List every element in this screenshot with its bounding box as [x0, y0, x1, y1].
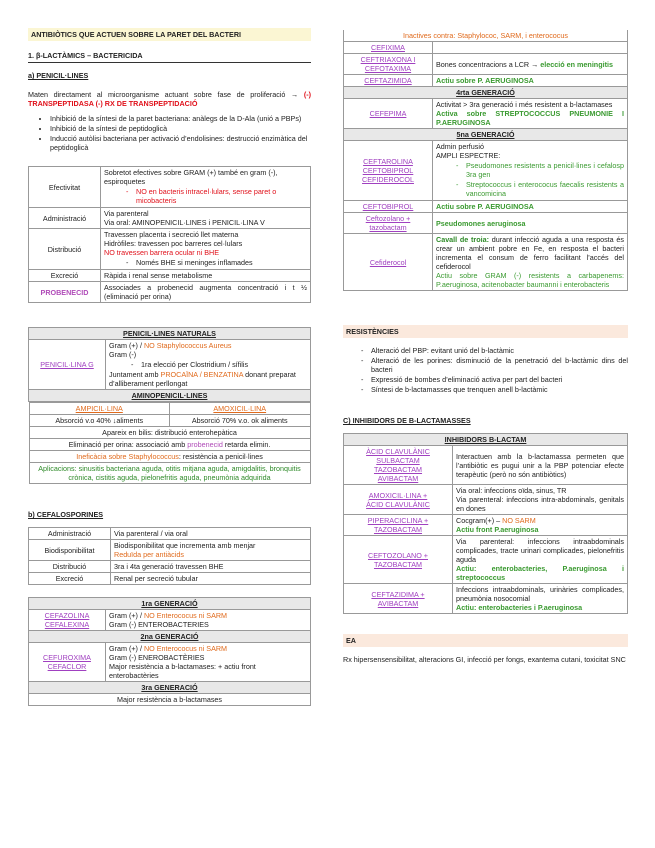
gen1-text: NO Enterococus ni SARM [143, 611, 228, 620]
table-row [29, 463, 310, 484]
pip-text: NO SARM [502, 516, 536, 525]
ceftozolano-desc: Pseudomones aeruginosa [433, 213, 628, 234]
amoxicillina-name: AMOXICIL·LINA [170, 403, 311, 415]
table-row [344, 129, 628, 141]
gen3-text: Major resistència a b-lactamases [29, 694, 311, 706]
cef-dist-label: Distribució [29, 561, 111, 573]
gen2-header: 2na GENERACIÓ [29, 631, 311, 643]
gen1-names [29, 610, 106, 631]
pip-text: Cocgram(+) – [456, 516, 501, 525]
amino-body [29, 402, 311, 485]
pen-g-note: - 1ra elecció per Clostridium / sífilis [141, 360, 307, 369]
list-item: - Streptococcus i enterococus faecalis resistents a vancomicina [466, 180, 624, 198]
table-row [344, 87, 628, 99]
ceftazavi-text: Infeccions intraabdominals, urinàries complicades, pneumònia nosocomial [456, 585, 624, 603]
table-row [344, 201, 628, 213]
table-row [344, 234, 628, 291]
pen-g-text: donant preparat d’alliberament perllongat [109, 370, 296, 388]
table-row [344, 54, 628, 75]
right-column [343, 30, 628, 664]
gen1-text: Gram (+) / [109, 611, 142, 620]
probenecid-label: PROBENECID [29, 282, 101, 303]
elim-part: Eliminació per orina: associació amb [68, 440, 186, 449]
drug-name: CEFAZOLINA [44, 611, 90, 620]
table-row [29, 208, 311, 229]
drug-name: CEFIDEROCOL [362, 175, 414, 184]
gen2-text: NO Enterococus ni SARM [143, 644, 228, 653]
amoxi-text: Via oral: infeccions oïda, sinus, TR [456, 486, 567, 495]
list-item: • Inhibició de la síntesi de peptidoglicà [50, 124, 311, 133]
gen5-desc [433, 141, 628, 201]
ceftriaxona-text: elecció en meningitis [540, 59, 613, 69]
table-row [29, 402, 311, 485]
table-row [344, 446, 628, 485]
probenecid-value: Associades a probenecid augmenta concentració i t ½ (eliminació per orina) [101, 282, 311, 303]
dist-label: Distribució [29, 229, 101, 270]
efectivitat-note: - NO en bacteris intracel·lulars, sense paret o micobacteris [136, 187, 307, 205]
drug-name: ÀCID CLAVULÀNIC [366, 447, 430, 456]
amino-header: AMINOPENICIL·LINES [29, 390, 311, 402]
cefalosporines-heading: b) CEFALOSPORINES [28, 510, 104, 519]
ceftolo-text: Actiu: enterobacteries, P.aeruginosa i streptococcus [456, 564, 624, 582]
ceftazimida-name: CEFTAZIMIDA [344, 75, 433, 87]
cef-dist-value: 3ra i 4ta generació travessen BHE [111, 561, 311, 573]
table-row [29, 415, 310, 427]
table-row [29, 270, 311, 282]
ea-text: Rx hipersensensibilitat, alteracions GI, infecció per fongs, exantema cutani, toxicitat SNC [343, 655, 626, 664]
mechanism-list [34, 114, 311, 152]
section-betalactamics: 1. β-LACTÀMICS – BACTERICIDA [28, 51, 311, 63]
table-row [29, 540, 311, 561]
efectivitat-value [101, 167, 311, 208]
drug-name: AVIBACTAM [377, 598, 419, 608]
excr-value: Ràpida i renal sense metabolisme [101, 270, 311, 282]
penicillines-naturals-table [28, 327, 311, 484]
table-row [29, 390, 311, 402]
cefid-text: durant infecció aguda a una resposta és crear un ambient pobre en Fe, en resposta el bacteri incrementa el consum de ferro facilitant l’accés del cefiderocol [436, 235, 624, 271]
excr-label: Excreció [29, 270, 101, 282]
ceftriaxona-text: Bones concentracions a LCR → [436, 59, 539, 69]
gen5-text: Admin perfusió [436, 142, 484, 151]
amoxi-text: Via parenteral: infeccions intra-abdominals, genitals en dones [456, 495, 624, 513]
cefepima-text: Activa sobre STREPTOCOCCUS PNEUMONIE I P.AERUGINOSA [436, 109, 624, 127]
gen5-text: AMPLI ESPECTRE: [436, 151, 501, 160]
table-row [29, 643, 311, 682]
pip-text: Actiu front P.aeruginosa [456, 525, 539, 534]
aplicacions-text: Aplicacions: sinusitis bacteriana aguda, otitis mitjana aguda, amigdalitis, bronquitis crònica, cistitis aguda, pielonefritis aguda, pneumònia adquirida [29, 463, 310, 484]
ampicillina-name: AMPICIL·LINA [29, 403, 170, 415]
resistencies-list [343, 346, 628, 394]
drug-name: CEFTAROLINA [363, 157, 413, 166]
table-row [29, 451, 310, 463]
pen-g-text: NO Staphylococcus Aureus [143, 341, 232, 350]
ceftriaxona-desc [433, 54, 628, 75]
table-row [29, 694, 311, 706]
pen-g-text: Juntament amb [109, 370, 159, 379]
dist-value [101, 229, 311, 270]
drug-name: TAZOBACTAM [373, 559, 423, 569]
cefid-row [436, 235, 624, 271]
inhibidors-header: INHIBIDORS B-LACTAM [344, 434, 628, 446]
bilis-text: Apareix en bilis: distribució enterohepàtica [29, 427, 310, 439]
pen-g-text: Gram (-) [109, 350, 137, 359]
table-row [29, 573, 311, 585]
gen3-header: 3ra GENERACIÓ [29, 682, 311, 694]
table-row [29, 167, 311, 208]
drug-name: SULBACTAM [376, 456, 420, 465]
pen-g-row [109, 341, 307, 350]
abs-amoxi: Absorció 70% v.o. ok aliments [170, 415, 311, 427]
cefepima-name: CEFEPIMA [344, 99, 433, 129]
elim-text [29, 439, 310, 451]
table-row [29, 403, 310, 415]
drug-name: CEFUROXIMA [43, 653, 91, 662]
cefid-text: Cavall de troia: [436, 235, 489, 244]
inhibidors-names [344, 446, 453, 485]
cef-bio-value [111, 540, 311, 561]
ceftazimida-desc: Actiu sobre P. AERUGINOSA [433, 75, 628, 87]
inhibidors-heading: C) INHIBIDORS DE B-LACTAMASSES [343, 416, 471, 425]
ceftazavi-names [344, 584, 453, 614]
amoxi-clav-desc [453, 485, 628, 515]
gen2-text: Gram (+) / [109, 644, 142, 653]
cefepima-desc [433, 99, 628, 129]
dist-text: Travessen placenta i secreció llet materna [104, 230, 239, 239]
gen5-list [436, 161, 624, 198]
list-item: - Alteració del PBP: evitant unió del b-lactàmic [371, 346, 628, 355]
amoxi-clav-names [344, 485, 453, 515]
drug-name: TAZOBACTAM [373, 465, 423, 474]
inhibidors-table [343, 433, 628, 614]
ceftazavi-text: Actiu: enterobacteries i P.aeruginosa [456, 603, 583, 612]
gen2-text: Gram (-) ENEROBACTÈRIES [109, 653, 205, 662]
ceftobiprol-name: CEFTOBIPROL [344, 201, 433, 213]
drug-name: AMOXICIL·LINA + [368, 490, 428, 500]
table-row [29, 682, 311, 694]
table-row [29, 631, 311, 643]
cef-excr-value: Renal per secreció tubular [111, 573, 311, 585]
pipera-names [344, 515, 453, 536]
cef-admin-label: Administració [29, 528, 111, 540]
abs-ampi: Absorció v.o 40% ↓aliments [29, 415, 170, 427]
ceftolo-names [344, 536, 453, 584]
table-row [344, 42, 628, 54]
table-row [344, 213, 628, 234]
elim-part: retarda elimin. [224, 440, 271, 449]
pen-g-text: Gram (+) / [109, 341, 142, 350]
table-row [29, 427, 310, 439]
inef-part: : resistència a penicil·lines [178, 452, 263, 461]
inhibidors-desc: Interactuen amb la b-lactamassa permeten que l’antibiòtic es pugui unir a la PBP potenciar efecte terapèutic (però no són antibiòtics) [453, 446, 628, 485]
cef-bio-label: Biodisponibilitat [29, 540, 111, 561]
cef-excr-label: Excreció [29, 573, 111, 585]
amino-table [29, 402, 311, 484]
cefepima-text: Activitat > 3ra generació i més resistent a b-lactamases [436, 100, 613, 109]
pipera-desc [453, 515, 628, 536]
gen1-header: 1ra GENERACIÓ [29, 598, 311, 610]
dist-text: NO travessen barrera ocular ni BHE [104, 248, 220, 257]
table-row [29, 282, 311, 303]
drug-name: ÀCID CLAVULÀNIC [366, 499, 430, 509]
cefiderocol-desc [433, 234, 628, 291]
list-item: • Inducció autòlisi bacteriana per activació d’endolisines: destrucció enzimàtica del peptidoglicà [50, 134, 311, 152]
drug-name: CEFOTAXIMA [364, 64, 412, 73]
inef-part: Ineficàcia sobre Staphylococcus [76, 452, 179, 461]
gen2-text: Major resistència a b-lactamases: + actiu front enterobactèries [109, 662, 256, 680]
resistencies-title: RESISTÈNCIES [343, 325, 628, 338]
ceftriaxona-names [344, 54, 433, 75]
table-row [344, 485, 628, 515]
penicillina-g-desc [106, 340, 311, 390]
table-row [29, 561, 311, 573]
cefalosporines-props-table [28, 527, 311, 585]
pen-g-row [109, 370, 307, 388]
efectivitat-text: Sobretot efectives sobre GRAM (+) també en gram (-), espiroquetes [104, 168, 278, 186]
gen1-desc [106, 610, 311, 631]
intro-text: Maten directament al microorganisme actuant sobre fase de proliferació → [28, 90, 299, 99]
table-row [29, 229, 311, 270]
elim-part: probenecid [187, 440, 223, 449]
cefiderocol-name: Cefiderocol [344, 234, 433, 291]
cef-admin-value: Via parenteral / via oral [111, 528, 311, 540]
admin-text: Via oral: AMINOPENICIL·LINES i PENICIL·LINA V [104, 218, 265, 227]
table-row [344, 434, 628, 446]
dist-note: - Només BHE si meninges inflamades [136, 258, 307, 267]
table-row [344, 99, 628, 129]
naturals-header: PENICIL·LINES NATURALS [29, 328, 311, 340]
gen1-text: Gram (-) ENTEROBACTERIES [109, 620, 209, 629]
list-item: - Síntesi de b-lactamasses que trenquen anell b-lactàmic [371, 385, 628, 394]
list-item: - Pseudomones resistents a penicil·lines i cefalosp 3ra gen [466, 161, 624, 179]
drug-name: TAZOBACTAM [373, 525, 423, 534]
pen-g-text: PROCAÏNA / BENZATINA [160, 370, 244, 379]
table-row [29, 610, 311, 631]
ceftolo-text: Via parenteral: infeccions intraabdominals complicades, tracte urinari complicades, pielonefritis aguda [456, 537, 624, 564]
drug-name: CEFTOZOLANO + [368, 550, 428, 560]
cefid-text: Actiu sobre GRAM (-) resistents a carbapenems: P.aeruginosa, acitenobacter baumanni i enterobacteris [436, 271, 624, 289]
table-row [344, 30, 628, 42]
gen5-names [344, 141, 433, 201]
drug-name: CEFTRIAXONA I [360, 55, 416, 64]
cefixima-desc [433, 42, 628, 54]
table-row [29, 439, 310, 451]
gen2-desc [106, 643, 311, 682]
gen2-row [109, 644, 307, 653]
admin-text: Via parenteral [104, 209, 149, 218]
table-row [344, 584, 628, 614]
admin-value [101, 208, 311, 229]
table-row [29, 340, 311, 390]
ceftozolano-name: Ceftozolano + tazobactam [344, 213, 433, 234]
table-row [344, 536, 628, 584]
drug-name: CEFALEXINA [44, 620, 90, 629]
list-item: • Inhibició de la síntesi de la paret bacteriana: anàlegs de la D-Ala (unió a PBPs) [50, 114, 311, 123]
ceftazavi-desc [453, 584, 628, 614]
drug-name: CEFTOBIPROL [362, 166, 414, 175]
table-row [29, 328, 311, 340]
penicillines-heading: a) PENICIL·LINES [28, 71, 89, 80]
cefixima-name: CEFIXIMA [344, 42, 433, 54]
intro-mechanism: (-) TRANSPEPTIDASA (-) RX DE TRANSPEPTIDACIÓ [28, 90, 311, 108]
ea-title: EA [343, 634, 628, 647]
efectivitat-label: Efectivitat [29, 167, 101, 208]
cef-bio-text: Biodisponibilitat que incrementa amb menjar [114, 541, 256, 550]
left-column [28, 28, 311, 706]
table-row [344, 515, 628, 536]
table-row [344, 141, 628, 201]
gen4-header: 4rta GENERACIÓ [344, 87, 628, 99]
table-row [344, 75, 628, 87]
penicillines-props-table [28, 166, 311, 303]
gen1-row [109, 611, 307, 620]
gen3-5-table [343, 30, 628, 291]
page-title: ANTIBIÒTICS QUE ACTUEN SOBRE LA PARET DEL BACTERI [28, 28, 311, 41]
drug-name: AVIBACTAM [377, 474, 419, 483]
list-item: - Alteració de les porines: disminució de la penetració del b-lactàmic dins del bacteri [371, 356, 628, 374]
drug-name: CEFTAZIDIMA + [371, 589, 425, 599]
drug-name: PIPERACICLINA + [367, 516, 429, 525]
list-item: - Expressió de bombes d’eliminació activa per part del bacteri [371, 375, 628, 384]
drug-name: CEFACLOR [47, 662, 87, 671]
gen5-header: 5na GENERACIÓ [344, 129, 628, 141]
inef-text [29, 451, 310, 463]
table-row [29, 598, 311, 610]
dist-text: Hidròfiles: travessen poc barreres cel·lulars [104, 239, 243, 248]
penicillines-intro [28, 90, 311, 108]
inactives-text: Inactives contra: Staphylococ, SARM, i enterococus [344, 30, 628, 42]
admin-label: Administració [29, 208, 101, 229]
cef-bio-text: Reduïda per antiàcids [114, 550, 184, 559]
table-row [29, 528, 311, 540]
pip-row [456, 516, 624, 525]
penicillina-g-name: PENICIL·LINA G [29, 340, 106, 390]
ceftolo-desc [453, 536, 628, 584]
cefalosporines-gen-table [28, 597, 311, 706]
gen2-names [29, 643, 106, 682]
ceftobiprol-desc: Actiu sobre P. AERUGINOSA [433, 201, 628, 213]
